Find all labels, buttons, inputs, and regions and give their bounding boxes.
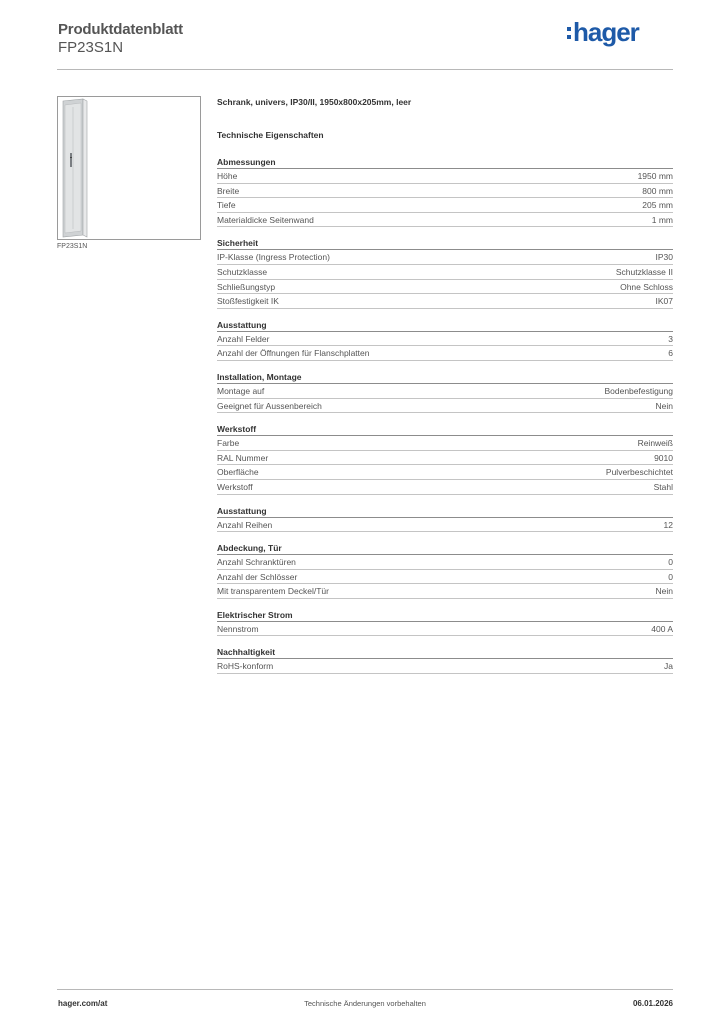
- spec-value: Schutzklasse II: [615, 266, 673, 277]
- hager-logo: [567, 18, 655, 48]
- spec-label: Geeignet für Aussenbereich: [217, 400, 322, 411]
- image-caption: FP23S1N: [57, 243, 88, 250]
- spec-value: IK07: [655, 296, 673, 307]
- product-image-frame: [57, 96, 201, 240]
- spec-label: Tiefe: [217, 200, 236, 211]
- spec-section: [217, 370, 673, 413]
- spec-label: Werkstoff: [217, 481, 253, 492]
- cabinet-product-image: [58, 97, 200, 239]
- spec-label: Schutzklasse: [217, 266, 268, 277]
- section-title: Installation, Montage: [217, 370, 673, 384]
- spec-section: [217, 155, 673, 227]
- footer-disclaimer: Technische Änderungen vorbehalten: [304, 999, 426, 1008]
- spec-value: 3: [668, 333, 673, 344]
- spec-row: [217, 436, 673, 451]
- section-title: Ausstattung: [217, 318, 673, 332]
- spec-row: [217, 184, 673, 199]
- spec-value: Nein: [655, 400, 673, 411]
- spec-label: Stoßfestigkeit IK: [217, 296, 279, 307]
- logo-text: hager: [573, 18, 639, 47]
- spec-label: Schließungstyp: [217, 281, 276, 292]
- product-code: FP23S1N: [58, 39, 124, 56]
- spec-row: [217, 346, 673, 361]
- section-title: Werkstoff: [217, 422, 673, 436]
- spec-row: [217, 332, 673, 347]
- spec-row: [217, 294, 673, 309]
- spec-row: [217, 555, 673, 570]
- spec-label: Höhe: [217, 171, 238, 181]
- section-title: Nachhaltigkeit: [217, 645, 673, 659]
- spec-row: [217, 570, 673, 585]
- document-title: Produktdatenblatt: [58, 21, 183, 38]
- product-description: Schrank, univers, IP30/II, 1950x800x205mm, leer: [217, 97, 412, 107]
- spec-value: Ja: [664, 661, 673, 672]
- spec-row: [217, 250, 673, 265]
- spec-section: [217, 422, 673, 494]
- spec-value: Pulverbeschichtet: [605, 467, 673, 478]
- spec-value: 12: [663, 519, 673, 530]
- spec-section: [217, 504, 673, 533]
- spec-value: Nein: [655, 586, 673, 597]
- spec-row: [217, 584, 673, 599]
- footer-website-link[interactable]: hager.com/at: [58, 999, 108, 1008]
- spec-label: Breite: [217, 185, 240, 196]
- spec-row: [217, 280, 673, 295]
- spec-label: Mit transparentem Deckel/Tür: [217, 586, 329, 597]
- tech-properties-heading: Technische Eigenschaften: [217, 130, 324, 140]
- spec-section: [217, 541, 673, 599]
- spec-value: 800 mm: [642, 185, 673, 196]
- spec-section: [217, 608, 673, 637]
- spec-label: RoHS-konform: [217, 661, 274, 672]
- section-title: Ausstattung: [217, 504, 673, 518]
- spec-row: [217, 480, 673, 495]
- spec-value: Stahl: [653, 481, 673, 492]
- spec-label: Anzahl Reihen: [217, 519, 273, 530]
- spec-value: 6: [668, 348, 673, 359]
- spec-row: [217, 213, 673, 228]
- spec-label: Anzahl der Schlösser: [217, 571, 298, 582]
- spec-section: [217, 236, 673, 308]
- spec-row: [217, 399, 673, 414]
- spec-label: IP-Klasse (Ingress Protection): [217, 252, 330, 263]
- spec-row: [217, 169, 673, 184]
- product-spec-content: [217, 96, 673, 683]
- spec-section: [217, 318, 673, 361]
- spec-value: Reinweiß: [637, 438, 673, 449]
- spec-row: [217, 622, 673, 637]
- spec-label: Farbe: [217, 438, 240, 449]
- spec-value: IP30: [655, 252, 673, 263]
- spec-label: Materialdicke Seitenwand: [217, 214, 314, 225]
- spec-label: Anzahl der Öffnungen für Flanschplatten: [217, 348, 370, 359]
- spec-value: 1950 mm: [637, 171, 673, 181]
- section-title: Sicherheit: [217, 236, 673, 250]
- spec-section: [217, 645, 673, 674]
- spec-label: Anzahl Schranktüren: [217, 557, 296, 568]
- spec-label: Montage auf: [217, 385, 265, 396]
- spec-row: [217, 198, 673, 213]
- spec-label: Anzahl Felder: [217, 333, 270, 344]
- spec-label: RAL Nummer: [217, 452, 269, 463]
- spec-row: [217, 384, 673, 399]
- section-title: Abdeckung, Tür: [217, 541, 673, 555]
- spec-value: 1 mm: [651, 214, 673, 225]
- section-title: Abmessungen: [217, 155, 673, 169]
- spec-row: [217, 518, 673, 533]
- spec-value: 9010: [654, 452, 673, 463]
- spec-row: [217, 659, 673, 674]
- spec-value: 0: [668, 571, 673, 582]
- spec-label: Oberfläche: [217, 467, 259, 478]
- spec-sections: [217, 155, 673, 674]
- spec-value: 400 A: [651, 623, 673, 634]
- spec-row: [217, 451, 673, 466]
- section-title: Elektrischer Strom: [217, 608, 673, 622]
- spec-value: 0: [668, 557, 673, 568]
- page-header: [57, 20, 673, 70]
- page-footer: [57, 989, 673, 1008]
- spec-value: 205 mm: [642, 200, 673, 211]
- spec-value: Bodenbefestigung: [604, 385, 673, 396]
- spec-row: [217, 465, 673, 480]
- spec-row: [217, 265, 673, 280]
- footer-date: 06.01.2026: [632, 999, 673, 1008]
- spec-label: Nennstrom: [217, 623, 259, 634]
- spec-value: Ohne Schloss: [620, 281, 673, 292]
